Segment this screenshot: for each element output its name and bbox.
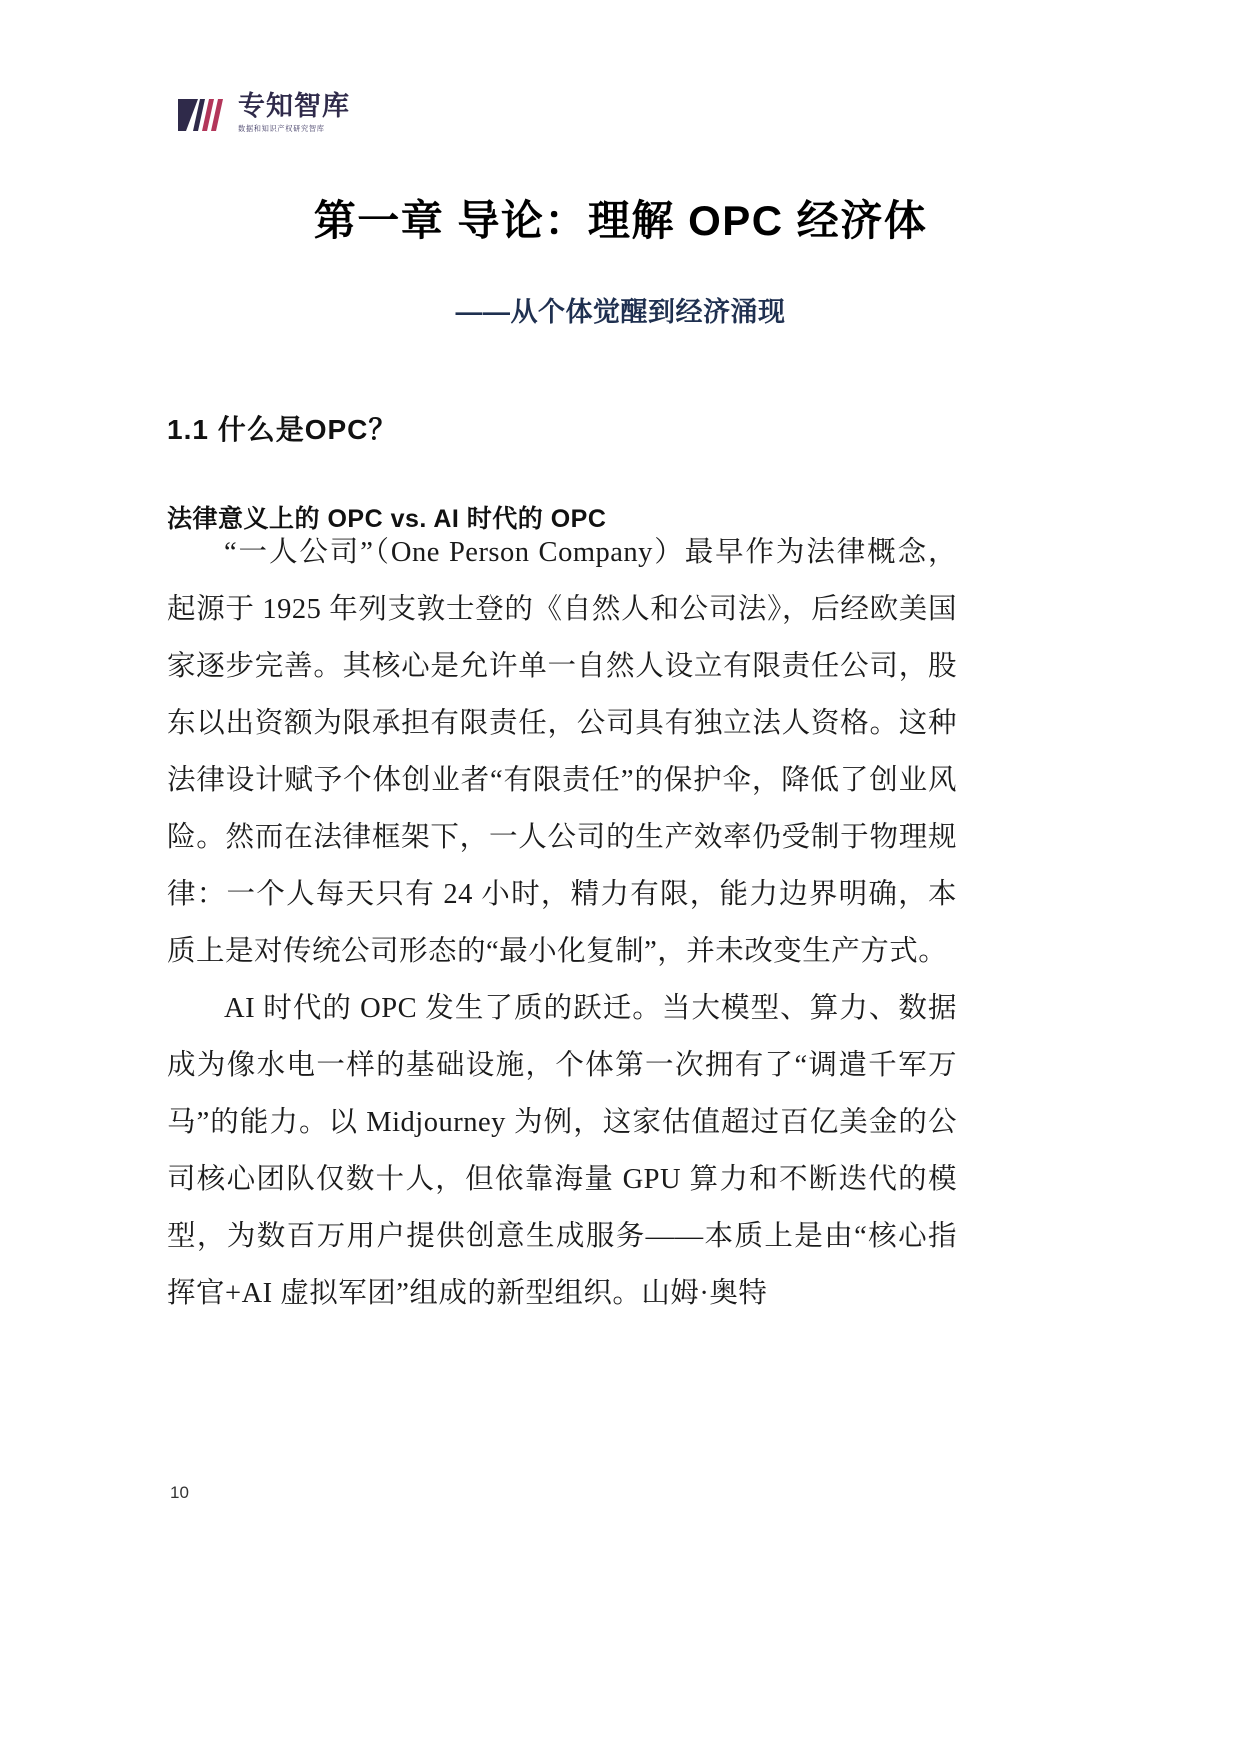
logo-stripes-icon	[176, 95, 228, 135]
paragraph: “一人公司”（One Person Company）最早作为法律概念，起源于 1925 年列支敦士登的《自然人和公司法》，后经欧美国家逐步完善。其核心是允许单一自然人设立有限责任公司，股东以出资额为限承担有限责任，公司具有独立法人资格。这种法律设计赋予个体创业者“有限责任”的保护伞，降低了创业风险。然而在法律框架下，一人公司的生产效率仍受制于物理规律：一个人每天只有 24 小时，精力有限，能力边界明确，本质上是对传统公司形态的“最小化复制”，并未改变生产方式。	[167, 537, 957, 967]
section-heading-1-1: 1.1 什么是OPC？	[167, 414, 398, 445]
logo-title: 专知智库	[238, 91, 350, 121]
brand-logo	[176, 92, 350, 135]
subsection-heading: 法律意义上的 OPC vs. AI 时代的 OPC	[167, 505, 607, 534]
chapter-title: 第一章 导论：理解 OPC 经济体	[313, 197, 928, 245]
paragraph: AI 时代的 OPC 发生了质的跃迁。当大模型、算力、数据成为像水电一样的基础设施，个体第一次拥有了“调遣千军万马”的能力。以 Midjourney 为例，这家估值超过百亿美金的公司核心团队仅数十人，但依靠海量 GPU 算力和不断迭代的模型，为数百万用户提供创意生成服务——本质上是由“核心指挥官+AI 虚拟军团”组成的新型组织。山姆·奥特	[167, 993, 957, 1309]
logo-text	[238, 92, 350, 134]
page-number: 10	[170, 1483, 189, 1502]
body-text	[167, 524, 957, 1322]
logo-subtitle: 数据和知识产权研究智库	[238, 124, 325, 134]
chapter-subtitle: ——从个体觉醒到经济涌现	[455, 297, 786, 328]
